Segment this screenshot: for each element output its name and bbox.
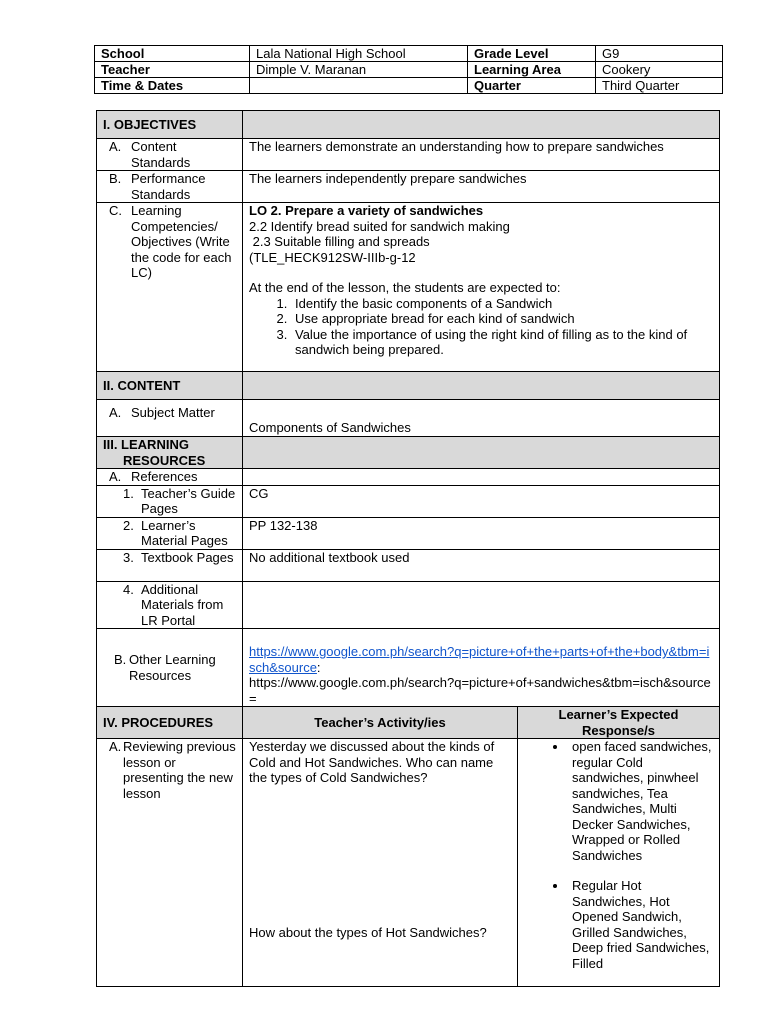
response-cold-sandwiches: • open faced sandwiches, regular Cold sandwiches, pinwheel sandwiches, Tea Sandwiches, Multi Decker Sandwiches, Wrapped or Rolled Sandwiches xyxy=(568,739,713,863)
references-row xyxy=(97,469,720,486)
lesson-plan-table xyxy=(96,110,720,987)
references-blank xyxy=(243,469,720,486)
textbook-pages-row xyxy=(97,549,720,581)
learners-material-row xyxy=(97,517,720,549)
performance-standards-label-cell xyxy=(97,171,243,203)
learning-area-value: Cookery xyxy=(596,62,723,78)
learning-competencies-marker: C. xyxy=(109,203,122,218)
other-resources-label: Other Learning Resources xyxy=(129,652,216,683)
learner-response-column-header: Learner’s Expected Response/s xyxy=(518,707,720,739)
teacher-value: Dimple V. Maranan xyxy=(250,62,468,78)
other-resources-links xyxy=(243,629,720,707)
textbook-pages-value: No additional textbook used xyxy=(243,549,720,581)
performance-standards-label: Performance Standards xyxy=(131,171,206,202)
teachers-guide-label: Teacher’s Guide Pages xyxy=(141,485,236,516)
teachers-guide-label-cell xyxy=(97,485,243,517)
time-dates-label: Time & Dates xyxy=(95,78,250,94)
learner-response-cell xyxy=(518,739,720,987)
learning-competencies-label-cell xyxy=(97,203,243,372)
header-row-teacher xyxy=(95,62,723,78)
quarter-value: Third Quarter xyxy=(596,78,723,94)
additional-materials-value xyxy=(243,581,720,629)
learners-material-label-cell xyxy=(97,517,243,549)
resources-title-cell xyxy=(97,437,243,469)
lc-line-2-2: 2.2 Identify bread suited for sandwich making xyxy=(249,218,510,234)
objectives-header-blank xyxy=(243,111,720,139)
resource-link-sandwiches: https://www.google.com.ph/search?q=picture+of+sandwiches&tbm=isch&source= xyxy=(249,675,711,706)
content-standards-label-cell xyxy=(97,139,243,171)
teacher-question-cold: Yesterday we discussed about the kinds of Cold and Hot Sandwiches. Who can name the types of Cold Sandwiches? xyxy=(249,739,495,785)
lc-objective-item: 1. Identify the basic components of a Sandwich xyxy=(291,296,713,312)
subject-matter-label: Subject Matter xyxy=(131,405,215,420)
learning-competencies-content xyxy=(243,203,720,372)
teachers-guide-value: CG xyxy=(243,485,720,517)
teachers-guide-row xyxy=(97,485,720,517)
grade-level-label: Grade Level xyxy=(468,46,596,62)
reviewing-lesson-label-cell xyxy=(97,739,243,987)
content-standards-label: Content Standards xyxy=(131,139,191,170)
content-standards-row xyxy=(97,139,720,171)
resources-header-blank xyxy=(243,437,720,469)
header-row-school xyxy=(95,46,723,62)
learning-competencies-label: Learning Competencies/ Objectives (Write the code for each LC) xyxy=(131,203,232,280)
lc-objective-item: 3. Value the importance of using the right kind of filling as to the kind of sandwich being prepared. xyxy=(291,327,713,358)
resource-link-suffix: : xyxy=(316,659,321,675)
grade-level-value: G9 xyxy=(596,46,723,62)
resources-header-row xyxy=(97,437,720,469)
header-table xyxy=(94,45,723,94)
performance-standards-row xyxy=(97,171,720,203)
teacher-label: Teacher xyxy=(95,62,250,78)
teacher-activity-column-header: Teacher’s Activity/ies xyxy=(243,707,518,739)
lc-line-2-3: 2.3 Suitable filling and spreads xyxy=(249,234,430,249)
lc-objectives-list xyxy=(249,296,713,358)
additional-materials-marker: 4. xyxy=(123,581,134,597)
procedures-title: IV. PROCEDURES xyxy=(97,707,243,739)
other-resources-row xyxy=(97,629,720,707)
response-hot-sandwiches: • Regular Hot Sandwiches, Hot Opened Sandwich, Grilled Sandwiches, Deep fried Sandwiches, Filled xyxy=(568,878,713,971)
reviewing-lesson-row xyxy=(97,739,720,987)
references-label-cell xyxy=(97,469,243,486)
procedures-header-row xyxy=(97,707,720,739)
additional-materials-row xyxy=(97,581,720,629)
teacher-question-hot: How about the types of Hot Sandwiches? xyxy=(249,924,487,940)
subject-matter-row xyxy=(97,400,720,437)
content-title: II. CONTENT xyxy=(97,372,243,400)
time-dates-value xyxy=(250,78,468,94)
subject-matter-label-cell xyxy=(97,400,243,437)
other-resources-label-cell xyxy=(97,629,243,707)
school-label: School xyxy=(95,46,250,62)
quarter-label: Quarter xyxy=(468,78,596,94)
subject-matter-text: Components of Sandwiches xyxy=(243,400,720,437)
content-standards-text: The learners demonstrate an understanding how to prepare sandwiches xyxy=(243,139,720,171)
textbook-pages-label: Textbook Pages xyxy=(141,549,234,565)
school-value: Lala National High School xyxy=(250,46,468,62)
performance-standards-text: The learners independently prepare sandwiches xyxy=(243,171,720,203)
textbook-pages-marker: 3. xyxy=(123,549,134,565)
objectives-title: I. OBJECTIVES xyxy=(97,111,243,139)
performance-standards-marker: B. xyxy=(109,171,122,186)
learners-material-marker: 2. xyxy=(123,517,134,533)
resource-link-body-parts[interactable]: https://www.google.com.ph/search?q=picture+of+the+parts+of+the+body&tbm=isch&source xyxy=(249,644,710,675)
reviewing-lesson-marker: A. xyxy=(109,739,122,754)
additional-materials-label: Additional Materials from LR Portal xyxy=(141,581,224,628)
content-header-blank xyxy=(243,372,720,400)
lc-heading: LO 2. Prepare a variety of sandwiches xyxy=(249,203,484,218)
objectives-header-row xyxy=(97,111,720,139)
additional-materials-label-cell xyxy=(97,581,243,629)
other-resources-marker: B. xyxy=(114,652,127,667)
learning-competencies-row xyxy=(97,203,720,372)
reviewing-lesson-label: Reviewing previous lesson or presenting the new lesson xyxy=(123,739,236,801)
teacher-activity-cell xyxy=(243,739,518,987)
subject-matter-marker: A. xyxy=(109,405,122,420)
learning-area-label: Learning Area xyxy=(468,62,596,78)
learner-response-list xyxy=(518,739,713,971)
content-header-row xyxy=(97,372,720,400)
header-row-time xyxy=(95,78,723,94)
lc-code: (TLE_HECK912SW-IIIb-g-12 xyxy=(249,249,416,265)
teachers-guide-marker: 1. xyxy=(123,485,134,501)
resources-title-line2: RESOURCES xyxy=(123,452,206,468)
references-label: References xyxy=(131,469,198,484)
textbook-pages-label-cell xyxy=(97,549,243,581)
resources-title-line1: III. LEARNING xyxy=(103,437,189,452)
lc-intro: At the end of the lesson, the students are expected to: xyxy=(249,280,561,295)
content-standards-marker: A. xyxy=(109,139,122,154)
learners-material-label: Learner’s Material Pages xyxy=(141,517,228,548)
learners-material-value: PP 132-138 xyxy=(243,517,720,549)
references-marker: A. xyxy=(109,469,122,484)
lc-objective-item: 2. Use appropriate bread for each kind of sandwich xyxy=(291,311,713,327)
